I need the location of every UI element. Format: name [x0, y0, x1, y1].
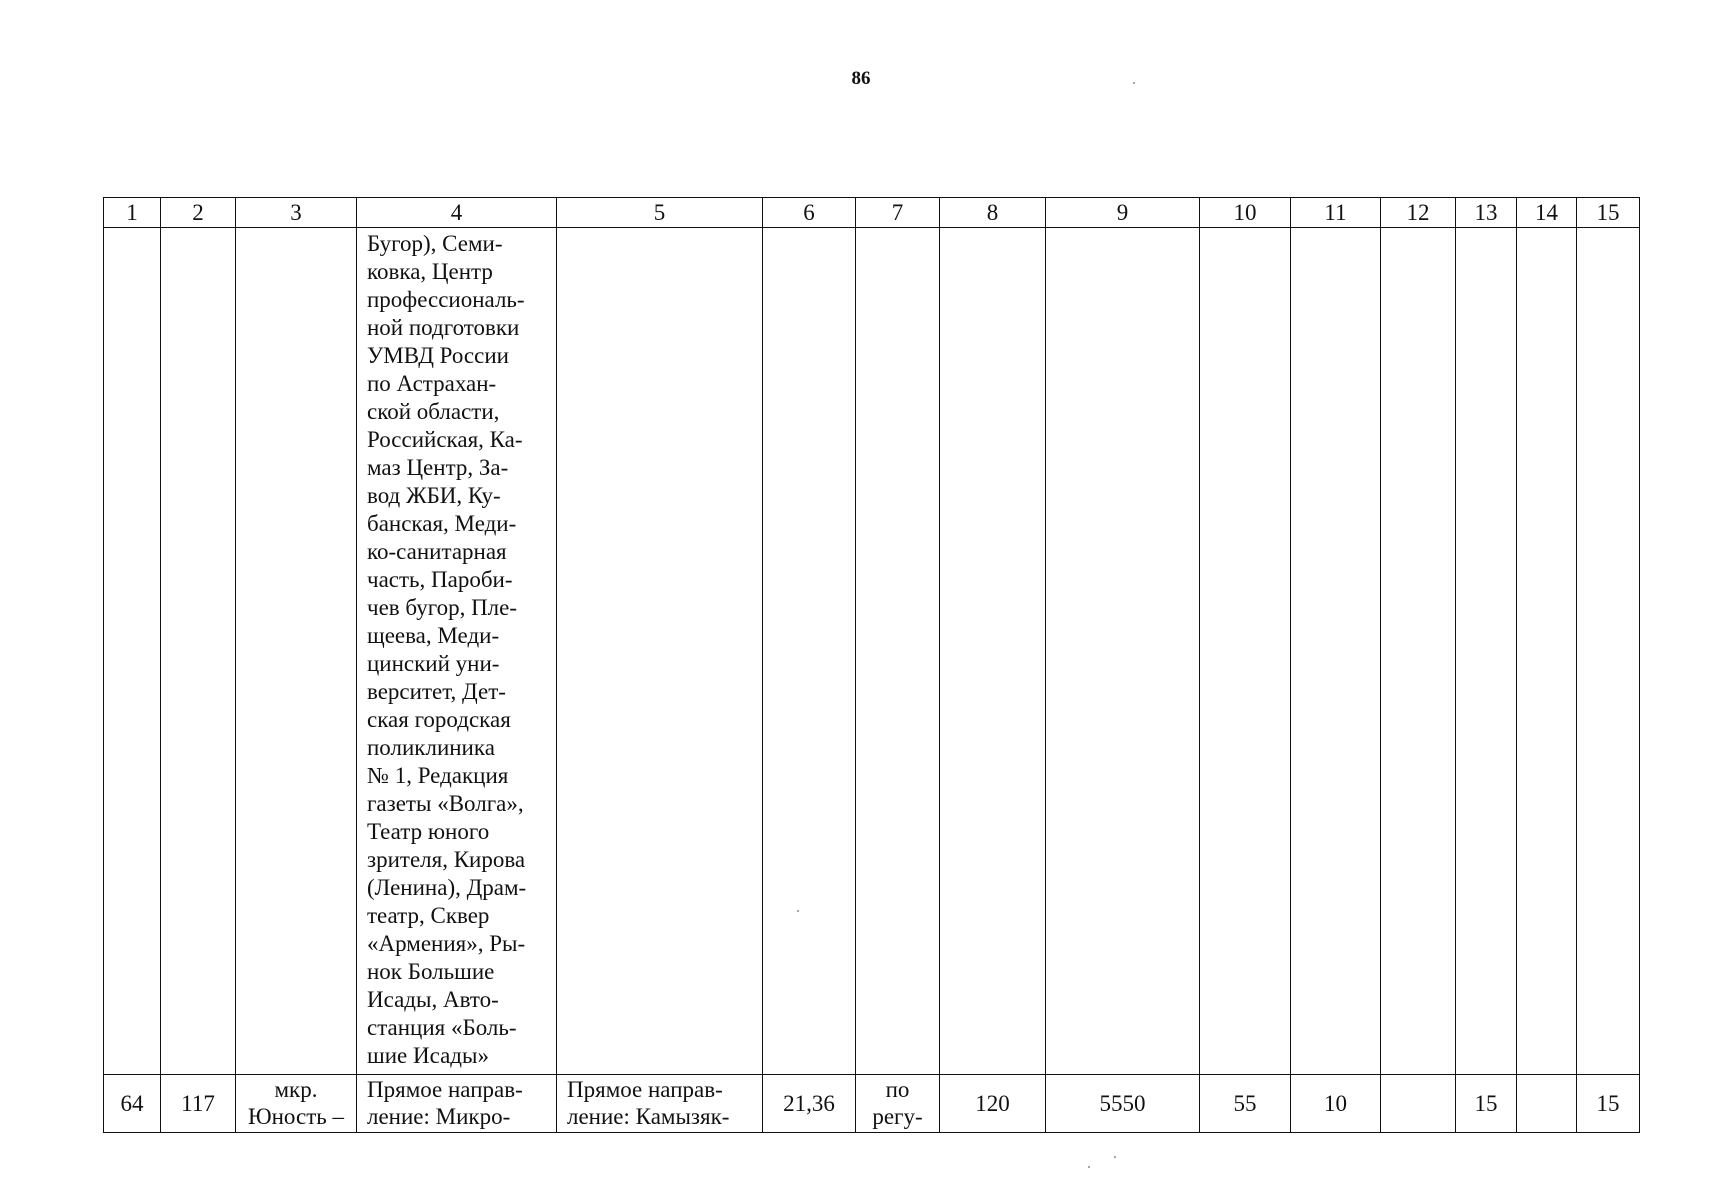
stop-line: нок Большие: [367, 959, 495, 984]
column-number: 14: [1517, 198, 1577, 228]
column-number: 11: [1291, 198, 1381, 228]
page-number: 86: [851, 68, 871, 89]
scan-speck: [1133, 82, 1135, 84]
stop-line: щеева, Меди-: [367, 623, 500, 648]
value-cell: 5550: [1046, 1075, 1200, 1133]
stop-line: Исады, Авто-: [367, 987, 499, 1012]
cell-line: по: [885, 1077, 910, 1102]
table-cell: [940, 228, 1046, 1075]
stop-line: ковка, Центр: [367, 259, 493, 284]
route-number-cell: 117: [161, 1075, 236, 1133]
column-number: 8: [940, 198, 1046, 228]
stop-line: чев бугор, Пле-: [367, 595, 518, 620]
table-cell: [1577, 228, 1640, 1075]
value-cell: 120: [940, 1075, 1046, 1133]
column-number: 12: [1381, 198, 1456, 228]
column-number: 7: [856, 198, 940, 228]
stop-line: шие Исады»: [367, 1043, 489, 1068]
stop-line: газеты «Волга»,: [367, 791, 524, 816]
stop-line: ской области,: [367, 399, 500, 424]
stop-line: часть, Пароби-: [367, 567, 513, 592]
stop-line: Российская, Ка-: [367, 427, 523, 452]
column-number: 2: [161, 198, 236, 228]
stop-line: поликлиника: [367, 735, 495, 760]
value-cell: 55: [1200, 1075, 1291, 1133]
table-row-64: [104, 1075, 1640, 1133]
value-cell: 10: [1291, 1075, 1381, 1133]
value-cell: 15: [1456, 1075, 1517, 1133]
stop-line: Театр юного: [367, 819, 490, 844]
cell-line: ление: Микро-: [367, 1104, 511, 1129]
column-number-row: [104, 198, 1640, 228]
value-cell: [1381, 1075, 1456, 1133]
row-number-cell: 64: [104, 1075, 161, 1133]
stop-line: Бугор), Семи-: [367, 231, 503, 256]
route-name-cell: [236, 1075, 357, 1133]
continuation-row: [104, 228, 1640, 1075]
stop-line: № 1, Редакция: [367, 763, 509, 788]
stop-line: вод ЖБИ, Ку-: [367, 483, 501, 508]
stops-list-cell: [357, 228, 557, 1075]
table-cell: [1517, 228, 1577, 1075]
stop-line: ко-санитарная: [367, 539, 507, 564]
stop-line: станция «Боль-: [367, 1015, 517, 1040]
stop-line: маз Центр, За-: [367, 455, 509, 480]
table-cell: [1381, 228, 1456, 1075]
column-number: 1: [104, 198, 161, 228]
column-number: 3: [236, 198, 357, 228]
cell-line: Юность –: [247, 1104, 345, 1129]
stop-line: банская, Меди-: [367, 511, 517, 536]
table-cell: [161, 228, 236, 1075]
stop-line: зрителя, Кирова: [367, 847, 526, 872]
route-table: [103, 197, 1640, 1133]
cell-line: Прямое направ-: [367, 1077, 523, 1102]
stop-line: «Армения», Ры-: [367, 931, 526, 956]
length-cell: 21,36: [763, 1075, 856, 1133]
column-number: 13: [1456, 198, 1517, 228]
stop-line: ной подготовки: [367, 315, 520, 340]
table-cell: [236, 228, 357, 1075]
column-number: 4: [357, 198, 557, 228]
column-number: 5: [557, 198, 763, 228]
stop-line: ская городская: [367, 707, 511, 732]
stop-line: (Ленина), Драм-: [367, 875, 527, 900]
column-number: 10: [1200, 198, 1291, 228]
column-number: 9: [1046, 198, 1200, 228]
stop-line: профессиональ-: [367, 287, 525, 312]
stop-line: по Астрахан-: [367, 371, 497, 396]
scan-speck: [1088, 1166, 1090, 1168]
stop-line: УМВД России: [367, 343, 509, 368]
value-cell: 15: [1577, 1075, 1640, 1133]
stop-mode-cell: [856, 1075, 940, 1133]
forward-streets-cell: [557, 1075, 763, 1133]
cell-line: мкр.: [274, 1077, 318, 1102]
table-cell: [1200, 228, 1291, 1075]
table-cell: [856, 228, 940, 1075]
value-cell: [1517, 1075, 1577, 1133]
cell-line: Прямое направ-: [567, 1077, 723, 1102]
table-cell: [1291, 228, 1381, 1075]
forward-stops-cell: [357, 1075, 557, 1133]
table-cell: [557, 228, 763, 1075]
table-cell: [1046, 228, 1200, 1075]
cell-line: регу-: [872, 1104, 923, 1129]
cell-line: ление: Камызяк-: [567, 1104, 730, 1129]
stop-line: театр, Сквер: [367, 903, 490, 928]
scan-speck: [1114, 1156, 1116, 1158]
table-cell: [763, 228, 856, 1075]
column-number: 6: [763, 198, 856, 228]
table-cell: [104, 228, 161, 1075]
table-cell: [1456, 228, 1517, 1075]
column-number: 15: [1577, 198, 1640, 228]
stop-line: цинский уни-: [367, 651, 500, 676]
scan-speck: [797, 910, 799, 912]
stop-line: верситет, Дет-: [367, 679, 506, 704]
